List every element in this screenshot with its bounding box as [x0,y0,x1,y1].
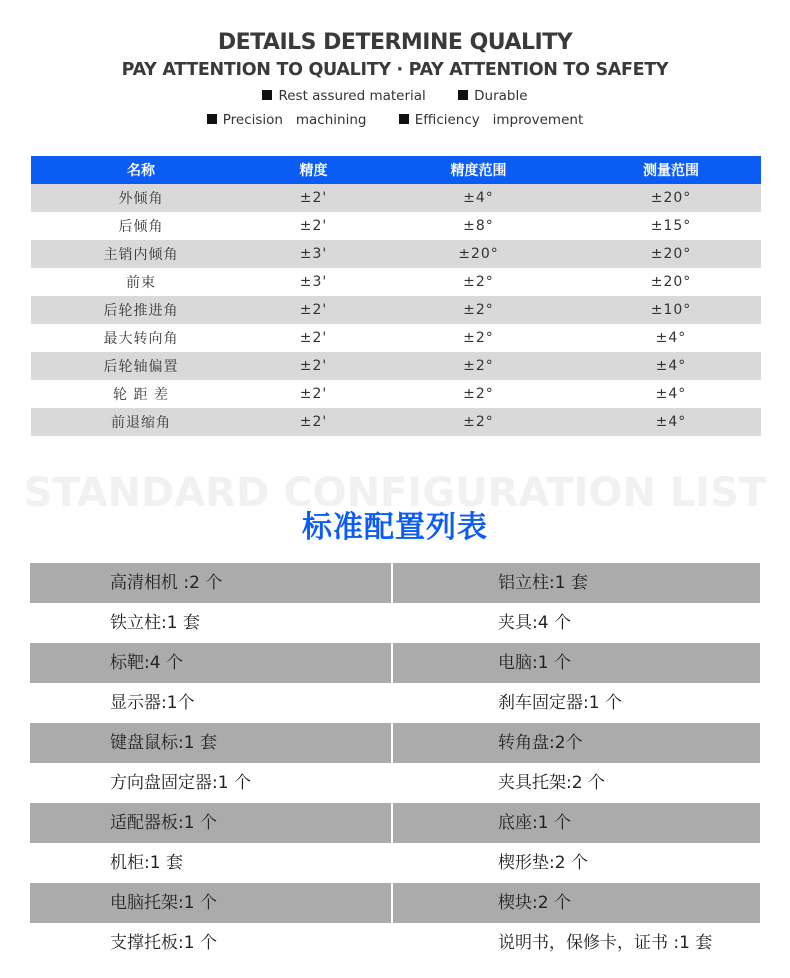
config-row [30,883,760,923]
table-cell: ±2° [376,268,581,296]
config-row [30,683,760,723]
config-row [30,923,760,963]
table-cell: 最大转向角 [31,324,251,352]
table-row [31,184,761,212]
config-row [30,723,760,763]
square-bullet-icon [207,114,217,124]
table-cell: ±10° [581,296,761,324]
config-row [30,803,760,843]
config-item: 夹具:4 个 [393,603,760,643]
feature-label: Durable [474,88,528,104]
spec-table-header [31,156,761,184]
table-cell: ±2' [251,184,376,212]
column-header: 精度 [251,156,376,184]
table-cell: ±4° [376,184,581,212]
table-cell: ±15° [581,212,761,240]
column-header: 测量范围 [581,156,761,184]
table-row [31,268,761,296]
config-item: 电脑托架:1 个 [30,883,391,923]
table-cell: ±2' [251,380,376,408]
table-cell: ±3' [251,240,376,268]
feature-label: Efficiency improvement [414,112,584,128]
config-item: 转角盘:2个 [393,723,760,763]
table-cell: 后倾角 [31,212,251,240]
watermark-heading: STANDARD CONFIGURATION LIST [23,470,767,516]
config-item: 键盘鼠标:1 套 [30,723,391,763]
square-bullet-icon [399,114,409,124]
table-cell: 前退缩角 [31,408,251,436]
table-row [31,380,761,408]
table-cell: ±20° [581,240,761,268]
table-row [31,324,761,352]
table-cell: ±2° [376,324,581,352]
table-row [31,408,761,436]
table-row [31,212,761,240]
config-item: 方向盘固定器:1 个 [30,763,391,803]
table-cell: ±4° [581,324,761,352]
config-row [30,843,760,883]
feature-row-2 [0,112,790,128]
table-cell: ±20° [581,268,761,296]
table-row [31,296,761,324]
table-cell: ±20° [581,184,761,212]
feature-item [207,112,367,128]
feature-item [458,88,527,104]
config-title: 标准配置列表 [302,510,488,545]
table-cell: ±2° [376,380,581,408]
table-cell: 轮 距 差 [31,380,251,408]
page-subtitle: PAY ATTENTION TO QUALITY · PAY ATTENTION TO SAFETY [121,60,669,80]
config-item: 标靶:4 个 [30,643,391,683]
config-row [30,763,760,803]
square-bullet-icon [262,90,272,100]
config-item: 楔块:2 个 [393,883,760,923]
column-header: 精度范围 [376,156,581,184]
table-cell: 前束 [31,268,251,296]
config-item: 机柜:1 套 [30,843,391,883]
table-cell: 外倾角 [31,184,251,212]
config-item: 铝立柱:1 套 [393,563,760,603]
config-item: 夹具托架:2 个 [393,763,760,803]
table-cell: ±4° [581,352,761,380]
config-row [30,603,760,643]
table-cell: 后轮推进角 [31,296,251,324]
table-cell: ±2' [251,324,376,352]
config-item: 铁立柱:1 套 [30,603,391,643]
config-item: 支撑托板:1 个 [30,923,391,963]
table-row [31,352,761,380]
page-title: DETAILS DETERMINE QUALITY [217,30,573,55]
spec-table [31,156,761,436]
config-item: 高清相机 :2 个 [30,563,391,603]
table-cell: ±2° [376,408,581,436]
table-cell: ±2' [251,296,376,324]
config-item: 电脑:1 个 [393,643,760,683]
feature-row-1 [0,88,790,104]
feature-item [262,88,425,104]
config-item: 适配器板:1 个 [30,803,391,843]
config-item: 刹车固定器:1 个 [393,683,760,723]
table-cell: 后轮轴偏置 [31,352,251,380]
table-cell: ±4° [581,408,761,436]
feature-label: Rest assured material [278,88,426,104]
config-item: 底座:1 个 [393,803,760,843]
table-cell: ±2' [251,352,376,380]
config-list [30,563,760,963]
table-cell: ±2' [251,212,376,240]
feature-item [399,112,584,128]
square-bullet-icon [458,90,468,100]
column-header: 名称 [31,156,251,184]
table-cell: ±20° [376,240,581,268]
config-item: 显示器:1个 [30,683,391,723]
config-row [30,643,760,683]
table-cell: ±3' [251,268,376,296]
table-cell: ±2° [376,352,581,380]
table-cell: ±8° [376,212,581,240]
table-cell: 主销内倾角 [31,240,251,268]
config-item: 楔形垫:2 个 [393,843,760,883]
config-row [30,563,760,603]
table-cell: ±2' [251,408,376,436]
table-cell: ±4° [581,380,761,408]
feature-label: Precision machining [222,112,367,128]
table-row [31,240,761,268]
table-cell: ±2° [376,296,581,324]
config-item: 说明书，保修卡，证书 :1 套 [393,923,760,963]
